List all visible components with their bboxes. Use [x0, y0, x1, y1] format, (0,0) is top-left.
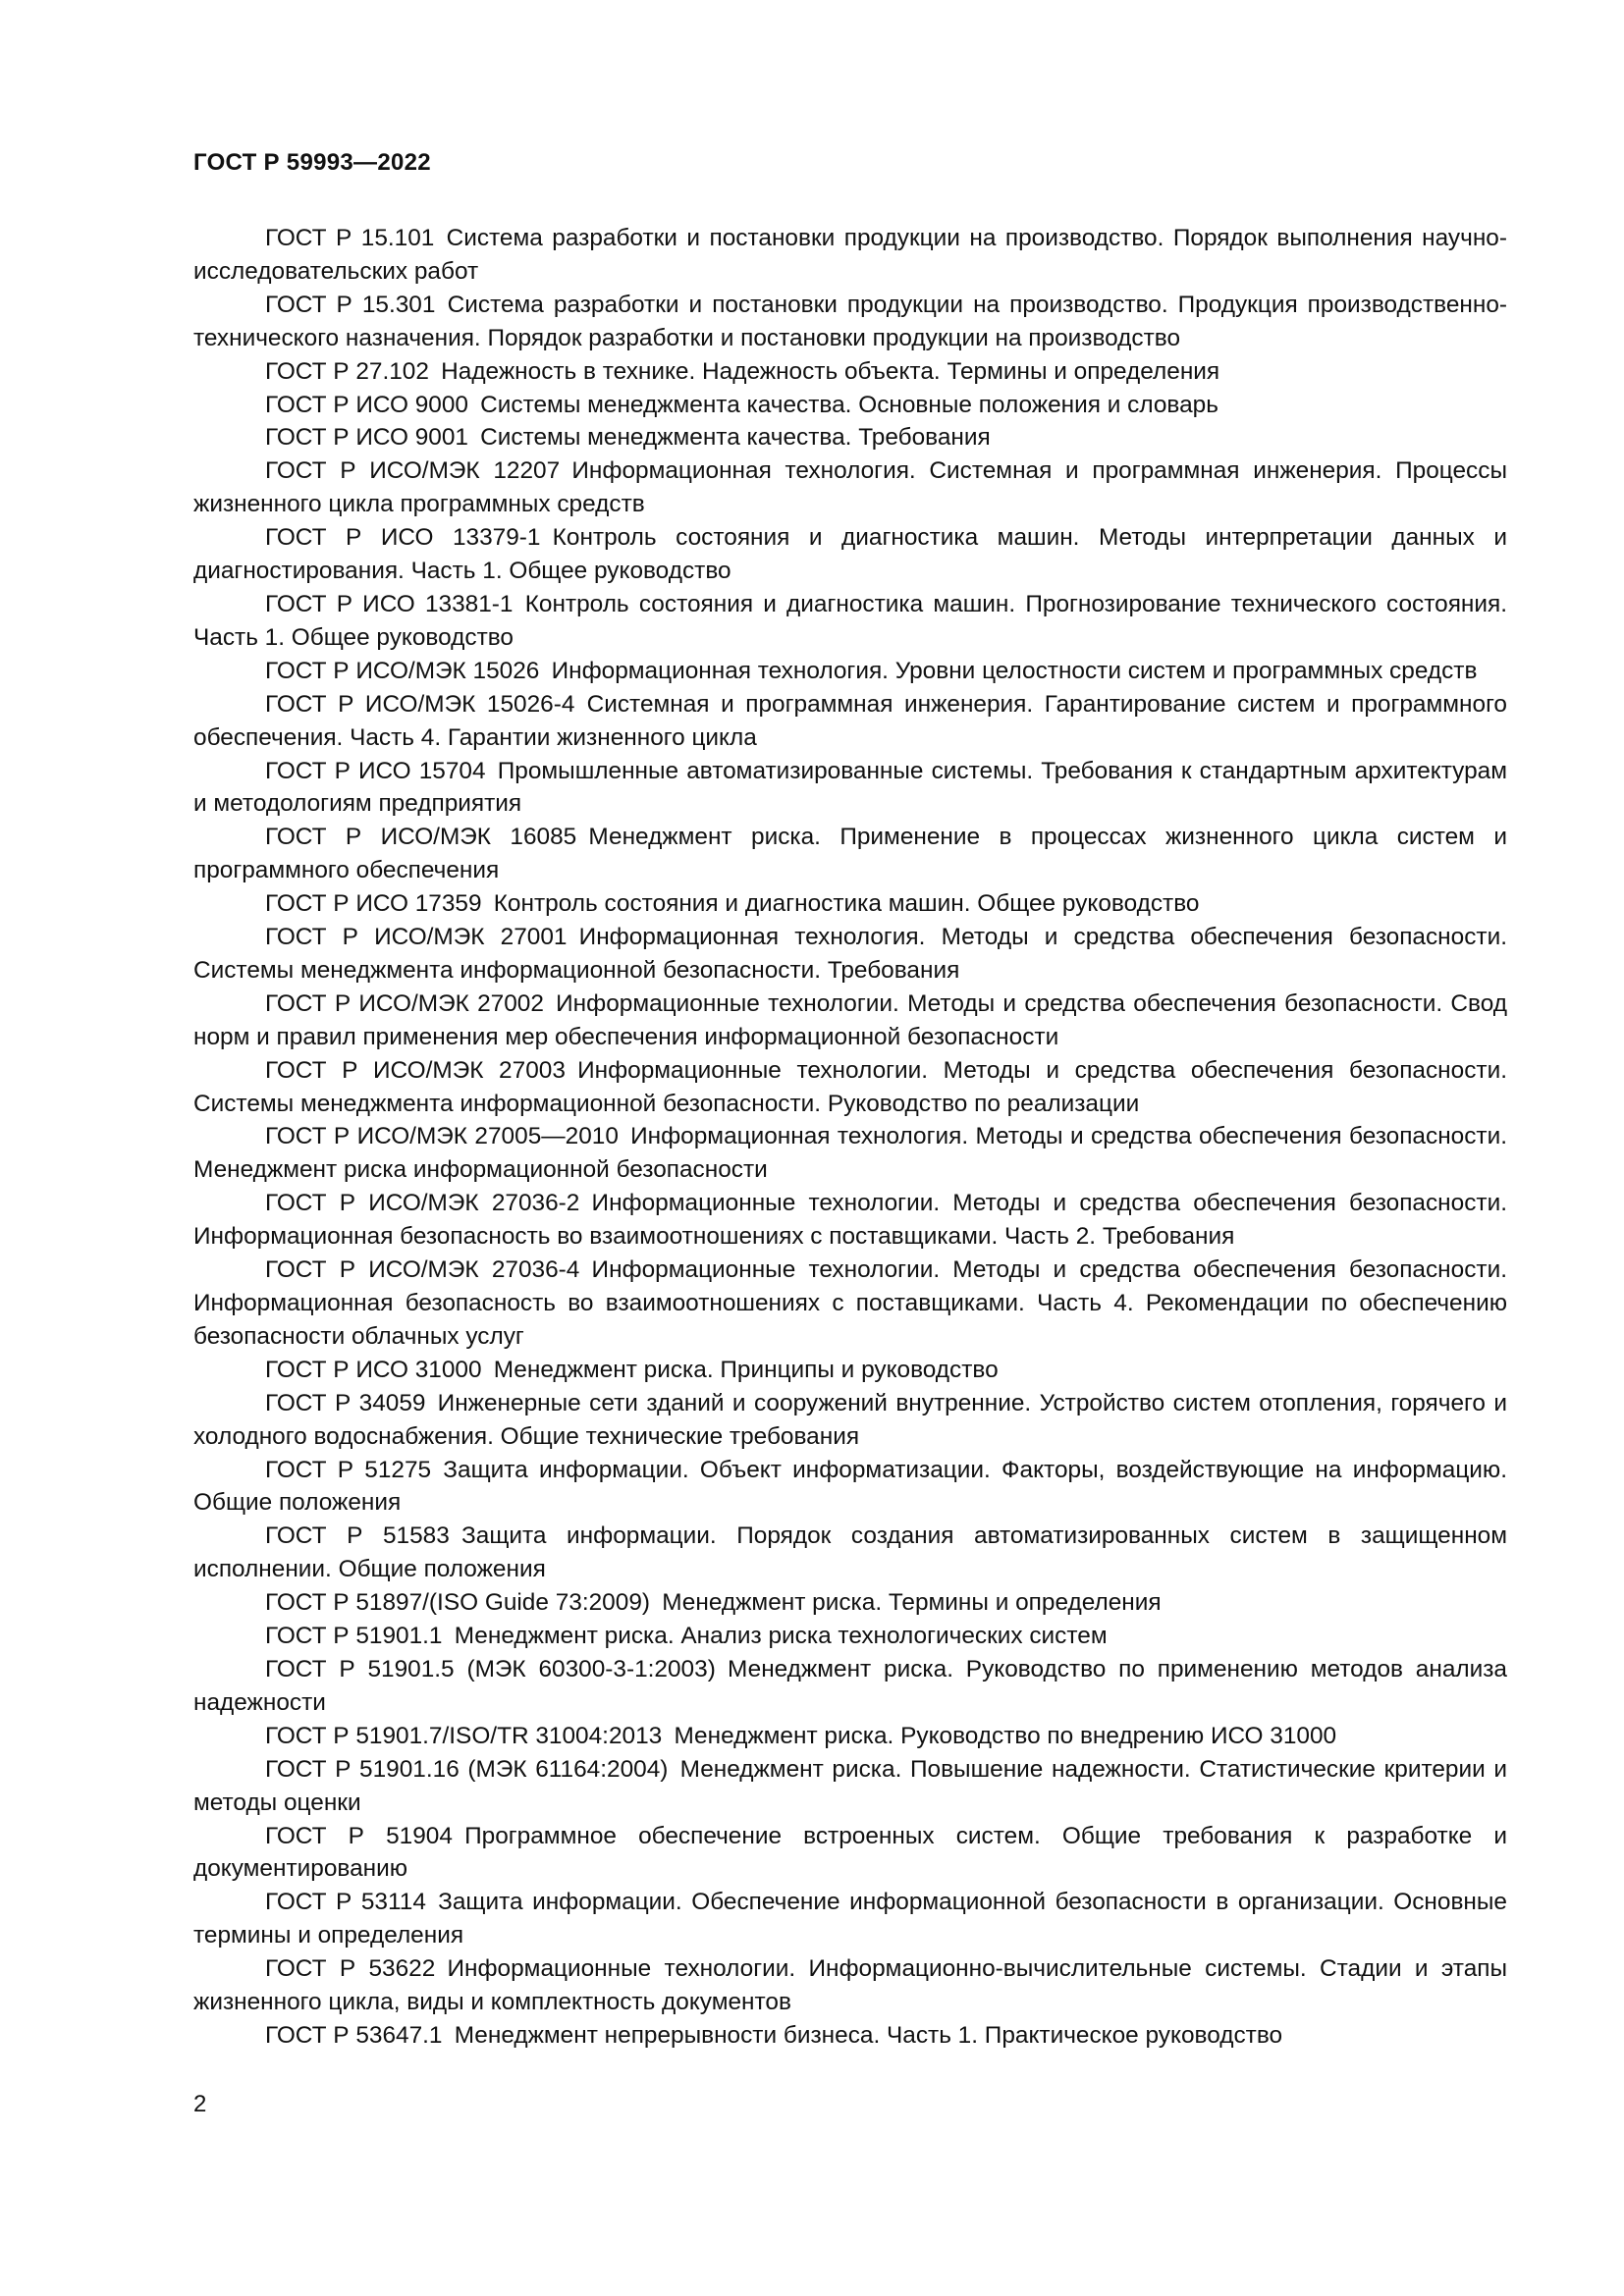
reference-title: Информационная технология. Системная и программная инженерия. Процессы жизненного цикла программных средств [193, 457, 1507, 518]
reference-item [193, 355, 1507, 389]
reference-item [193, 1820, 1507, 1887]
reference-code: ГОСТ Р 34059 [265, 1389, 426, 1416]
reference-title: Защита информации. Порядок создания автоматизированных систем в защищенном исполнении. Общие положения [193, 1522, 1507, 1583]
reference-title: Инженерные сети зданий и сооружений внутренние. Устройство систем отопления, горячего и холодного водоснабжения. Общие технические требования [193, 1389, 1507, 1450]
reference-code: ГОСТ Р ИСО/МЭК 27005—2010 [265, 1123, 619, 1150]
reference-title: Менеджмент риска. Руководство по внедрению ИСО 31000 [674, 1722, 1337, 1749]
reference-item [193, 421, 1507, 454]
reference-title: Системная и программная инженерия. Гарантирование систем и программного обеспечения. Часть 4. Гарантии жизненного цикла [193, 690, 1507, 751]
reference-item [193, 821, 1507, 887]
reference-item [193, 988, 1507, 1054]
reference-item [193, 921, 1507, 988]
reference-title: Системы менеджмента качества. Основные положения и словарь [480, 391, 1218, 418]
reference-title: Контроль состояния и диагностика машин. Методы интерпретации данных и диагностирования. Часть 1. Общее руководство [193, 524, 1508, 585]
reference-code: ГОСТ Р ИСО/МЭК 27002 [265, 989, 544, 1017]
reference-title: Системы менеджмента качества. Требования [480, 424, 991, 452]
reference-item [193, 1354, 1507, 1387]
reference-item [193, 1620, 1507, 1653]
reference-code: ГОСТ Р ИСО 17359 [265, 890, 482, 918]
reference-item [193, 1120, 1507, 1187]
reference-item [193, 1454, 1507, 1521]
reference-title: Информационные технологии. Информационно-вычислительные системы. Стадии и этапы жизненного цикла, виды и комплектность документов [193, 1955, 1507, 2016]
reference-item [193, 688, 1507, 755]
reference-item [193, 1653, 1507, 1720]
reference-code: ГОСТ Р ИСО/МЭК 15026-4 [265, 690, 575, 718]
reference-code: ГОСТ Р ИСО 9000 [265, 391, 468, 418]
reference-code: ГОСТ Р ИСО 31000 [265, 1356, 482, 1383]
reference-item [193, 1952, 1507, 2019]
reference-item [193, 289, 1507, 355]
reference-code: ГОСТ Р 15.301 [265, 291, 436, 318]
reference-code: ГОСТ Р 27.102 [265, 357, 429, 385]
reference-code: ГОСТ Р ИСО/МЭК 27036-2 [265, 1190, 580, 1217]
reference-code: ГОСТ Р 51583 [265, 1522, 450, 1550]
reference-item [193, 222, 1507, 289]
reference-code: ГОСТ Р 51901.1 [265, 1623, 443, 1650]
reference-title: Информационные технологии. Методы и средства обеспечения безопасности. Информационная безопасность во взаимоотношениях с поставщиками. Часть 4. Рекомендации по обеспечению безопасности облачных услуг [193, 1256, 1507, 1350]
reference-title: Информационные технологии. Методы и средства обеспечения безопасности. Свод норм и правил применения мер обеспечения информационной безопасности [193, 989, 1507, 1050]
reference-item [193, 1586, 1507, 1620]
reference-title: Информационная технология. Методы и средства обеспечения безопасности. Системы менеджмента информационной безопасности. Требования [193, 924, 1507, 984]
reference-code: ГОСТ Р ИСО/МЭК 16085 [265, 824, 577, 851]
reference-code: ГОСТ Р ИСО 9001 [265, 424, 468, 452]
reference-item [193, 389, 1507, 422]
reference-code: ГОСТ Р 53622 [265, 1955, 436, 1983]
reference-title: Система разработки и постановки продукции на производство. Продукция производственно-технического назначения. Порядок разработки и постановки продукции на производство [193, 291, 1508, 351]
reference-code: ГОСТ Р ИСО/МЭК 27036-4 [265, 1256, 580, 1284]
reference-code: ГОСТ Р 53114 [265, 1889, 426, 1916]
reference-title: Менеджмент риска. Анализ риска технологических систем [454, 1623, 1108, 1650]
reference-code: ГОСТ Р 53647.1 [265, 2021, 443, 2049]
reference-item [193, 2019, 1507, 2053]
reference-title: Информационные технологии. Методы и средства обеспечения безопасности. Системы менеджмента информационной безопасности. Руководство по реализации [193, 1056, 1507, 1117]
reference-item [193, 588, 1507, 655]
reference-code: ГОСТ Р ИСО/МЭК 27003 [265, 1056, 566, 1084]
reference-title: Информационная технология. Уровни целостности систем и программных средств [551, 657, 1478, 684]
reference-code: ГОСТ Р ИСО/МЭК 27001 [265, 924, 568, 951]
reference-code: ГОСТ Р ИСО 15704 [265, 757, 486, 784]
reference-item [193, 1520, 1507, 1586]
reference-title: Система разработки и постановки продукции на производство. Порядок выполнения научно-исследовательских работ [193, 225, 1507, 285]
reference-code: ГОСТ Р 15.101 [265, 225, 435, 251]
reference-title: Промышленные автоматизированные системы. Требования к стандартным архитектурам и методологиям предприятия [193, 757, 1508, 818]
normative-references-list [193, 222, 1507, 2053]
reference-item [193, 1886, 1507, 1952]
reference-code: ГОСТ Р 51904 [265, 1822, 453, 1849]
reference-item [193, 1254, 1507, 1354]
reference-code: ГОСТ Р ИСО 13381-1 [265, 590, 514, 617]
reference-item [193, 1387, 1507, 1454]
page-number: 2 [193, 2091, 207, 2117]
reference-item [193, 655, 1507, 688]
reference-item [193, 521, 1507, 588]
reference-code: ГОСТ Р 51275 [265, 1456, 432, 1483]
reference-title: Менеджмент риска. Применение в процессах жизненного цикла систем и программного обеспечения [193, 824, 1507, 884]
reference-code: ГОСТ Р ИСО 13379-1 [265, 524, 541, 552]
reference-title: Программное обеспечение встроенных систем. Общие требования к разработке и документированию [193, 1822, 1507, 1883]
reference-title: Контроль состояния и диагностика машин. Общее руководство [493, 890, 1200, 918]
reference-code: ГОСТ Р 51901.5 (МЭК 60300-3-1:2003) [265, 1655, 716, 1682]
reference-code: ГОСТ Р 51901.7/ISO/TR 31004:2013 [265, 1722, 663, 1749]
reference-code: ГОСТ Р 51897/(ISO Guide 73:2009) [265, 1589, 651, 1617]
reference-title: Защита информации. Объект информатизации. Факторы, воздействующие на информацию. Общие положения [193, 1456, 1507, 1517]
reference-title: Менеджмент риска. Руководство по применению методов анализа надежности [193, 1655, 1508, 1716]
reference-title: Менеджмент риска. Термины и определения [662, 1589, 1162, 1617]
reference-title: Информационная технология. Методы и средства обеспечения безопасности. Менеджмент риска информационной безопасности [193, 1123, 1507, 1184]
reference-title: Контроль состояния и диагностика машин. Прогнозирование технического состояния. Часть 1. Общее руководство [193, 590, 1508, 651]
reference-title: Менеджмент риска. Повышение надежности. Статистические критерии и методы оценки [193, 1755, 1507, 1816]
reference-code: ГОСТ Р 51901.16 (МЭК 61164:2004) [265, 1755, 669, 1783]
reference-item [193, 887, 1507, 921]
reference-title: Защита информации. Обеспечение информационной безопасности в организации. Основные термины и определения [193, 1889, 1507, 1949]
document-header: ГОСТ Р 59993—2022 [193, 149, 431, 176]
reference-item [193, 1187, 1507, 1254]
reference-item [193, 1720, 1507, 1753]
reference-item [193, 1054, 1507, 1121]
reference-title: Менеджмент непрерывности бизнеса. Часть 1. Практическое руководство [454, 2021, 1283, 2049]
reference-title: Менеджмент риска. Принципы и руководство [493, 1356, 999, 1383]
reference-title: Информационные технологии. Методы и средства обеспечения безопасности. Информационная безопасность во взаимоотношениях с поставщиками. Часть 2. Требования [193, 1190, 1507, 1251]
reference-item [193, 1753, 1507, 1820]
reference-item [193, 755, 1507, 822]
reference-item [193, 454, 1507, 521]
reference-code: ГОСТ Р ИСО/МЭК 15026 [265, 657, 540, 684]
reference-title: Надежность в технике. Надежность объекта. Термины и определения [441, 357, 1220, 385]
reference-code: ГОСТ Р ИСО/МЭК 12207 [265, 457, 561, 485]
